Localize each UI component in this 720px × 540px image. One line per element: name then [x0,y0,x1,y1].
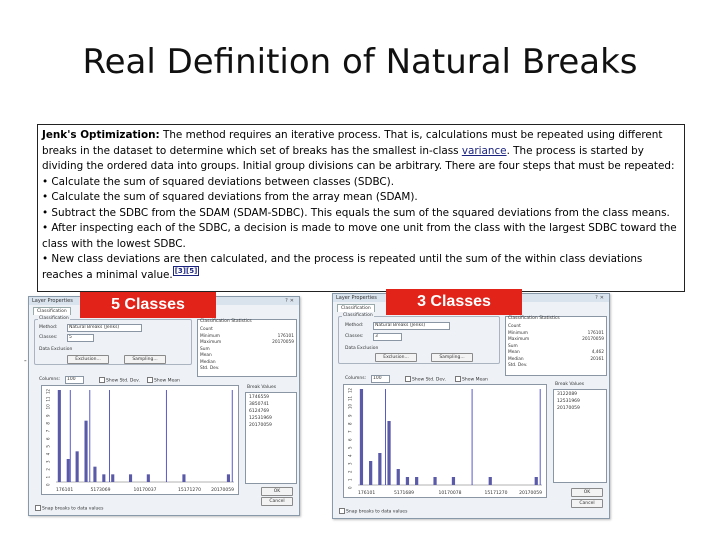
histogram-chart[interactable] [344,385,546,497]
columns-label: Columns: [345,376,367,381]
y-tick-label: 8 [45,422,51,425]
badge-3-classes: 3 Classes [386,289,522,315]
x-tick-label: 5171689 [393,491,415,496]
bullet-item: • Calculate the sum of squared deviations between classes (SDBC). [42,175,395,188]
y-tick-label: 6 [45,437,51,440]
stat-row [200,347,294,353]
stat-value: 4,462 [591,350,604,355]
classes-select[interactable]: 5 [67,334,94,342]
intro-paragraph [42,128,680,175]
histogram-bar [182,474,185,482]
histogram[interactable] [343,384,547,498]
y-tick-label: 12 [347,387,353,393]
columns-input[interactable]: 100 [371,375,390,383]
histogram-bar [129,474,132,482]
y-tick-label: 9 [45,414,51,417]
y-tick-label: 11 [45,396,51,402]
histogram-bar [84,421,87,482]
stat-row [508,350,604,356]
stat-row [508,363,604,369]
stat-row [508,344,604,350]
stat-label: Count [508,324,521,329]
classification-dialog-5 [28,296,300,516]
exclusion-button[interactable]: Exclusion... [375,353,417,362]
stat-label: Std. Dev. [508,363,528,368]
stat-label: Mean [200,353,212,358]
break-value-item[interactable]: 20170059 [249,423,272,428]
y-tick-label: 3 [45,460,51,463]
badge-5-classes: 5 Classes [80,292,216,318]
stat-row [200,366,294,372]
bullet-item: • Calculate the sum of squared deviations from the array mean (SDAM). [42,191,418,203]
tab-classification[interactable]: Classification [337,304,375,312]
stat-value: 176101 [587,330,604,336]
y-tick-label: 11 [347,395,353,401]
histogram[interactable] [41,385,239,495]
histogram-bar [369,461,372,485]
break-value-item[interactable]: 1746559 [249,395,270,400]
stat-label: Std. Dev. [200,366,220,371]
y-tick-label: 2 [45,468,51,471]
data-exclusion-label: Data Exclusion [39,347,73,352]
y-tick-label: 8 [347,422,353,425]
dialog-title: Layer Properties [336,295,377,301]
data-exclusion-label: Data Exclusion [345,346,379,351]
x-tick-label: 20170059 [211,488,234,493]
slide-title: Real Definition of Natural Breaks [82,42,638,82]
y-tick-label: 6 [347,438,353,441]
stats-panel [505,316,607,376]
description-textbox [37,124,685,292]
sampling-button[interactable]: Sampling... [431,353,473,362]
classes-label: Classes: [39,335,58,340]
break-value-item[interactable]: 12531969 [249,416,272,421]
classes-label: Classes: [345,334,364,339]
break-value-item[interactable]: 20170059 [557,406,580,411]
cancel-button[interactable]: Cancel [571,499,603,508]
histogram-chart[interactable] [42,386,238,494]
stat-label: Maximum [508,337,530,342]
stat-label: Median [508,356,524,362]
stat-label: Median [200,359,216,365]
classification-dialog-3 [332,293,610,519]
y-tick-label: 1 [347,478,353,481]
y-tick-label: 7 [347,430,353,433]
snap-checkbox[interactable]: Snap breaks to data values [339,508,407,515]
break-value-item[interactable]: 3122089 [557,392,578,397]
x-tick-label: 10170078 [438,491,462,496]
method-select[interactable]: Natural Breaks (Jenks) [67,324,142,332]
y-tick-label: 4 [347,454,353,457]
columns-label: Columns: [39,377,61,382]
stat-row [200,340,294,346]
stat-value: 20161 [590,356,604,362]
snap-checkbox[interactable]: Snap breaks to data values [35,505,103,512]
y-tick-label: 7 [45,429,51,433]
stat-row [508,331,604,337]
bullet-item [42,252,680,283]
show-mean-checkbox[interactable]: Show Mean [147,377,180,384]
y-tick-label: 4 [45,452,51,456]
break-value-item[interactable]: 3850741 [249,402,270,407]
histogram-bar [93,467,96,482]
stats-header: Classification Statistics [508,316,560,321]
stat-row [508,324,604,330]
x-tick-label: 15171270 [484,491,508,496]
y-tick-label: 12 [45,388,51,394]
method-label: Method: [345,323,364,328]
window-controls[interactable]: ?✕ [285,298,296,304]
histogram-bar [406,477,409,485]
ok-button[interactable]: OK [571,488,603,497]
histogram-bar [76,451,79,482]
y-tick-label: 0 [45,483,51,486]
histogram-bar [452,477,455,485]
show-mean-checkbox[interactable]: Show Mean [455,376,488,383]
citation-link[interactable]: [3][5] [174,267,198,276]
y-tick-label: 5 [45,445,51,448]
bullet-item: • Subtract the SDBC from the SDAM (SDAM-SDBC). This equals the sum of the squared deviations from the class means. [42,206,670,219]
y-tick-label: 5 [347,446,353,449]
exclusion-button[interactable]: Exclusion... [67,355,109,364]
y-tick-label: 3 [347,462,353,465]
method-select[interactable]: Natural Breaks (Jenks) [373,322,450,330]
break-values-header: Break Values [555,382,585,387]
break-value-item[interactable]: 6124769 [249,409,270,414]
variance-link[interactable]: variance [461,144,507,157]
show-std-checkbox[interactable]: Show Std. Dev. [99,377,140,384]
stat-label: Sum [508,343,518,349]
y-tick-label: 10 [45,404,51,410]
slide-marker: - [24,356,27,365]
break-values-list[interactable] [553,389,607,483]
histogram-bar [227,474,230,482]
columns-input[interactable]: 100 [65,376,84,384]
method-label: Method: [39,325,58,330]
cancel-button[interactable]: Cancel [261,497,293,506]
histogram-bar [102,474,105,482]
y-tick-label: 2 [347,470,353,473]
histogram-bar [535,477,538,485]
bullet-text: • New class deviations are then calculated, and the process is repeated until the sum of the within class deviations reaches a minimal value. [42,253,643,281]
y-tick-label: 1 [45,475,51,479]
stat-label: Mean [508,350,520,355]
stat-value: 20170059 [582,337,604,342]
y-tick-label: 10 [347,403,353,409]
histogram-bar [415,477,418,485]
intro-heading: Jenk's Optimization: [42,129,160,141]
stat-label: Minimum [200,333,220,339]
histogram-bar [433,477,436,485]
intro-text-a: The method requires an iterative process. That is, calculations must be repeated using different breaks in the dataset to determine which set of breaks has the smallest in-class [42,129,663,157]
x-tick-label: 5173069 [90,488,111,493]
tab-classification[interactable]: Classification [33,307,71,315]
break-value-item[interactable]: 12531969 [557,399,580,404]
sampling-button[interactable]: Sampling... [124,355,166,364]
stats-header: Classification Statistics [200,319,252,324]
stat-label: Count [200,327,213,332]
bullet-item: • After inspecting each of the SDBC, a decision is made to move one unit from the class with the largest SDBC toward the class with the lowest SDBC. [42,222,677,250]
x-tick-label: 176101 [56,488,74,493]
y-tick-label: 0 [347,486,353,489]
stat-row [508,337,604,343]
histogram-bar [489,477,492,485]
classification-group-label: Classification [343,313,373,318]
histogram-bar [387,421,390,485]
break-values-list[interactable] [245,392,297,484]
stat-label: Maximum [200,340,222,345]
stat-row [200,334,294,340]
stat-label: Sum [200,346,210,352]
histogram-bar [360,389,363,485]
histogram-bar [397,469,400,485]
x-tick-label: 20170059 [519,491,542,496]
x-tick-label: 10170037 [133,488,157,493]
window-controls[interactable]: ?✕ [595,295,606,301]
stat-value: 176101 [277,333,294,339]
stats-panel [197,319,297,377]
break-values-header: Break Values [247,385,277,390]
histogram-bar [67,459,70,482]
stat-row [200,360,294,366]
x-tick-label: 15171270 [178,488,201,493]
histogram-bar [378,453,381,485]
show-std-checkbox[interactable]: Show Std. Dev. [405,376,446,383]
dialog-title: Layer Properties [32,298,73,304]
stat-value: 20170059 [272,340,294,345]
y-tick-label: 9 [347,414,353,417]
x-tick-label: 176101 [358,491,376,496]
classification-group-label: Classification [39,316,69,321]
histogram-bar [111,474,114,482]
histogram-bar [147,474,150,482]
stat-row [200,327,294,333]
ok-button[interactable]: OK [261,487,293,496]
histogram-bar [58,390,61,482]
intro-text-b: . The process is started by dividing the ordered data into groups. Initial group divisions can be arbitrary. There are four steps that must be repeated: [42,144,675,172]
stat-row [508,357,604,363]
stat-label: Minimum [508,330,528,336]
stat-row [200,353,294,359]
classes-select[interactable]: 3 [373,333,402,341]
